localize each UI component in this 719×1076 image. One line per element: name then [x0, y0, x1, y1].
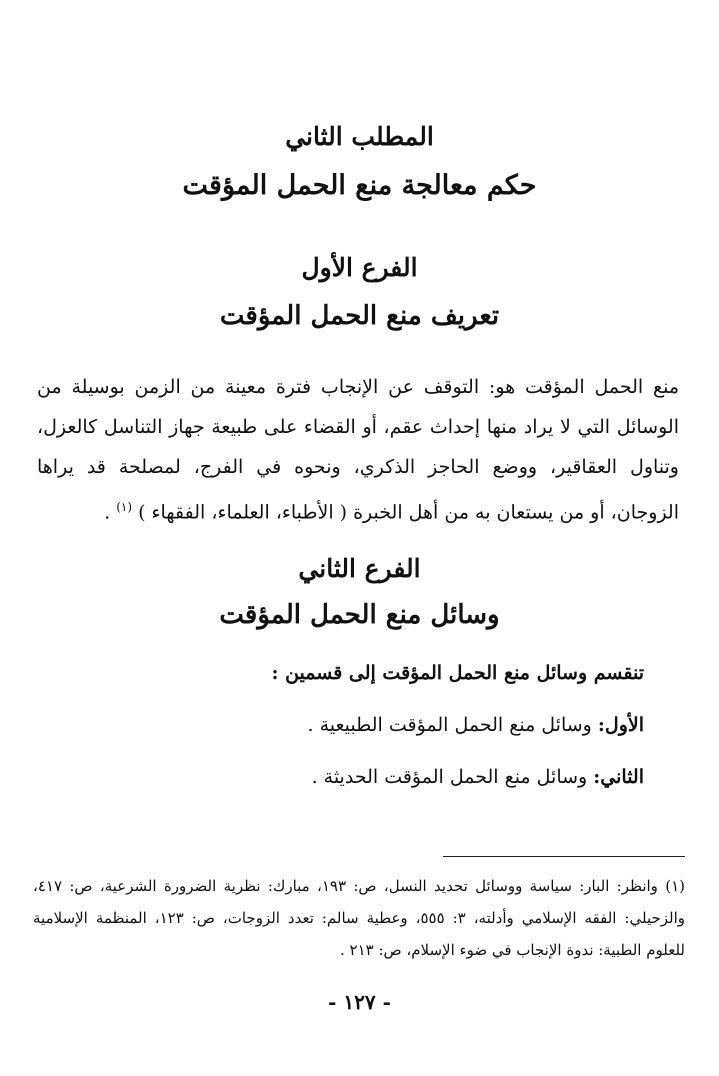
- subsection-heading-2: الفرع الثاني: [298, 554, 421, 583]
- list-item-text: وسائل منع الحمل المؤقت الحديثة .: [311, 766, 594, 788]
- list-item: [308, 714, 645, 736]
- list-item: [312, 766, 644, 788]
- section-heading: المطلب الثاني: [285, 122, 434, 151]
- list-intro: تنقسم وسائل منع الحمل المؤقت إلى قسمين :: [271, 662, 644, 684]
- page-number: - ١٢٧ -: [328, 990, 391, 1014]
- subsection-heading-1: الفرع الأول: [301, 253, 418, 282]
- list-item-label: الأول:: [597, 714, 644, 736]
- definition-end: .: [104, 501, 117, 524]
- footnote: (١) وانظر: البار: سياسة ووسائل تحديد النسل، ص: ١٩٣، مبارك: نظرية الضرورة الشرعية، ص: ٤١٧، والزحيلي: الفقه الإسلامي وأدلته، ٣: ٥٥٥، وعطية سالم: تعدد الزوجات، ص: ١٢٣، المنظمة الإسلامية للعلوم الطبية: ندوة الإنجاب في ضوء الإسلام، ص: ٢١٣ .: [33, 877, 685, 959]
- subsection-title-1: تعريف منع الحمل المؤقت: [219, 301, 500, 331]
- list-item-label: الثاني:: [593, 766, 644, 788]
- footnote-separator: [443, 856, 685, 857]
- definition-text: منع الحمل المؤقت هو: التوقف عن الإنجاب فترة معينة من الزمن بوسيلة من الوسائل التي لا يراد منها إحداث عقم، أو القضاء على طبيعة جهاز التناسل كالعزل، وتناول العقاقير، ووضع الحاجز الذكري، ونحوه في الفرج، لمصلحة قد يراها الزوجان، أو من يستعان به من أهل الخبرة ( الأطباء، العلماء، الفقهاء ): [37, 376, 679, 524]
- definition-paragraph: [37, 367, 679, 532]
- footnote-reference[interactable]: (١): [116, 500, 133, 514]
- list-item-text: وسائل منع الحمل المؤقت الطبيعية .: [307, 714, 598, 736]
- section-title: حكم معالجة منع الحمل المؤقت: [182, 170, 537, 201]
- subsection-title-2: وسائل منع الحمل المؤقت: [219, 600, 500, 630]
